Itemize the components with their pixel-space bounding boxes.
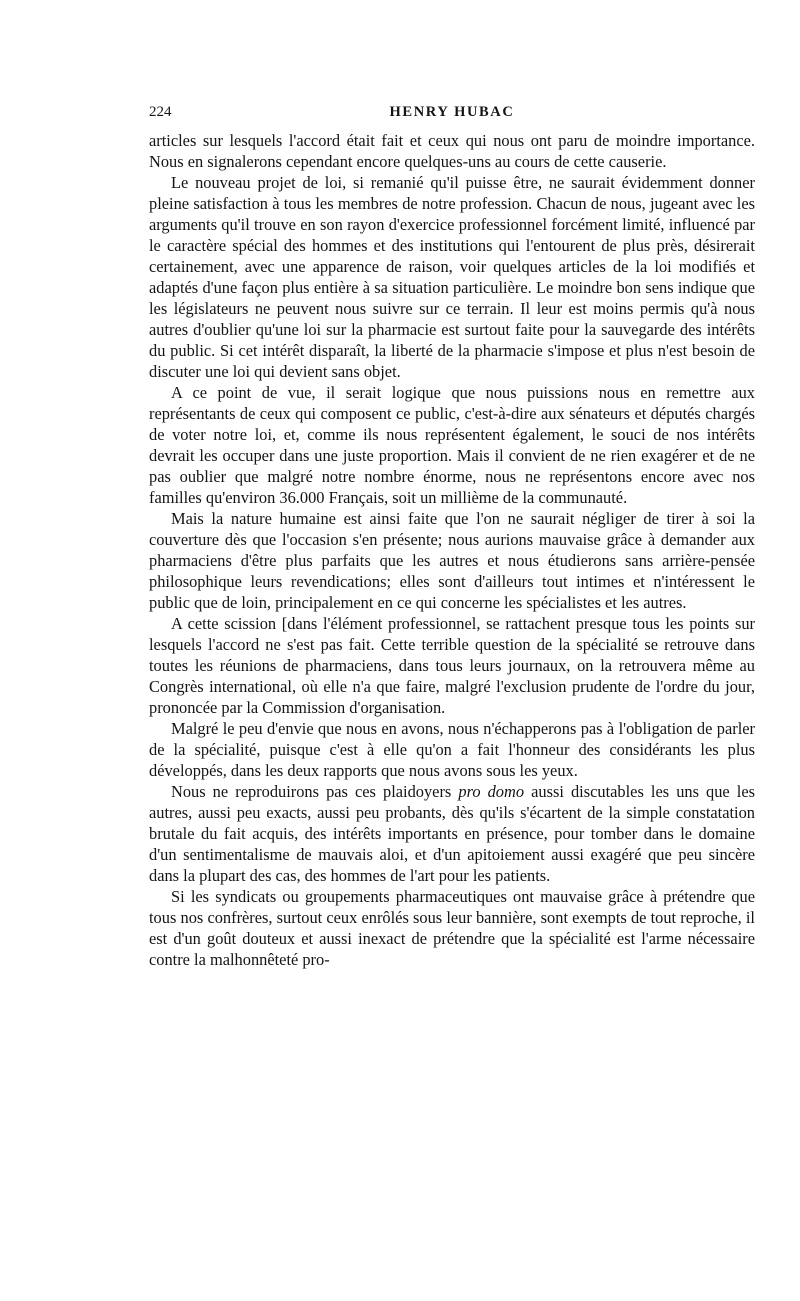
running-head — [149, 104, 755, 124]
paragraph-continued: articles sur lesquels l'accord était fait et ceux qui nous ont paru de moindre importance. Nous en signalerons cependant encore quelques-uns au cours de cette causerie. — [149, 131, 755, 171]
running-title: HENRY HUBAC — [389, 104, 515, 120]
paragraph: Le nouveau projet de loi, si remanié qu'il puisse être, ne saurait évidemment donner pleine satisfaction à tous les membres de notre profession. Chacun de nous, jugeant avec les arguments qu'il trouve en son rayon d'exercice professionnel forcément limité, influencé par le caractère spécial des hommes et des institutions qui l'entourent de plus près, désirerait certainement, avec une apparence de raison, voir quelques articles de la loi modifiés et adaptés d'une façon plus entière à sa situation particulière. Le moindre bon sens indique que les législateurs ne peuvent nous suivre sur ce terrain. Il leur est moins permis qu'à nous autres d'oublier qu'une loi sur la pharmacie est surtout faite pour la sauvegarde des intérêts du public. Si cet intérêt disparaît, la liberté de la pharmacie s'impose et plus n'est besoin de discuter une loi qui devient sans objet. — [149, 173, 755, 381]
text-run: aussi discutables les uns que les autres, aussi peu exacts, aussi peu probants, dès qu'ils s'écartent de la simple constatation brutale du fait acquis, des intérêts importants en présence, pour tomber dans le domaine d'un sentimentalisme de mauvais aloi, et d'un apitoiement aussi exagéré que peu sincère dans la plupart des cas, des hommes de l'art pour les patients. — [149, 782, 755, 885]
page-number: 224 — [149, 104, 172, 120]
paragraph: Malgré le peu d'envie que nous en avons, nous n'échapperons pas à l'obligation de parler de la spécialité, puisque c'est à elle qu'on a fait l'honneur des considérants les plus développés, dans les deux rapports que nous avons sous les yeux. — [149, 719, 755, 780]
italic-phrase: pro domo — [458, 782, 525, 801]
paragraph: A ce point de vue, il serait logique que nous puissions nous en remettre aux représentants de ceux qui composent ce public, c'est-à-dire aux sénateurs et députés chargés de voter notre loi, et, comme ils nous représentent également, le souci de nos intérêts devrait les occuper dans une juste proportion. Mais il convient de ne rien exagérer et de ne pas oublier que malgré notre nombre énorme, nous ne représentons encore avec nos familles qu'environ 36.000 Français, soit un millième de la communauté. — [149, 383, 755, 507]
paragraph: A cette scission [dans l'élément professionnel, se rattachent presque tous les points sur lesquels l'accord ne s'est pas fait. Cette terrible question de la spécialité se retrouve dans toutes les réunions de pharmaciens, dans tous leurs journaux, on la retrouvera même au Congrès international, où elle n'a que faire, malgré l'exclusion prudente de l'ordre du jour, prononcée par la Commission d'organisation. — [149, 614, 755, 717]
paragraph: Si les syndicats ou groupements pharmaceutiques ont mauvaise grâce à prétendre que tous nos confrères, surtout ceux enrôlés sous leur bannière, sont exempts de tout reproche, il est d'un goût douteux et aussi inexact de prétendre que la spécialité est l'arme nécessaire contre la malhonnêteté pro- — [149, 887, 755, 969]
paragraph-with-italic — [149, 781, 755, 886]
paragraph: Mais la nature humaine est ainsi faite que l'on ne saurait négliger de tirer à soi la couverture dès que l'occasion s'en présente; nous aurions mauvaise grâce à demander aux pharmaciens d'être plus parfaits que les autres et nous étudierons sans arrière-pensée philosophique leurs revendications; elles sont d'ailleurs tout intimes et n'intéressent le public que de loin, principalement en ce qui concerne les spécialistes et les autres. — [149, 509, 755, 612]
text-run: Nous ne reproduirons pas ces plaidoyers — [171, 782, 459, 801]
body-text — [149, 130, 755, 970]
